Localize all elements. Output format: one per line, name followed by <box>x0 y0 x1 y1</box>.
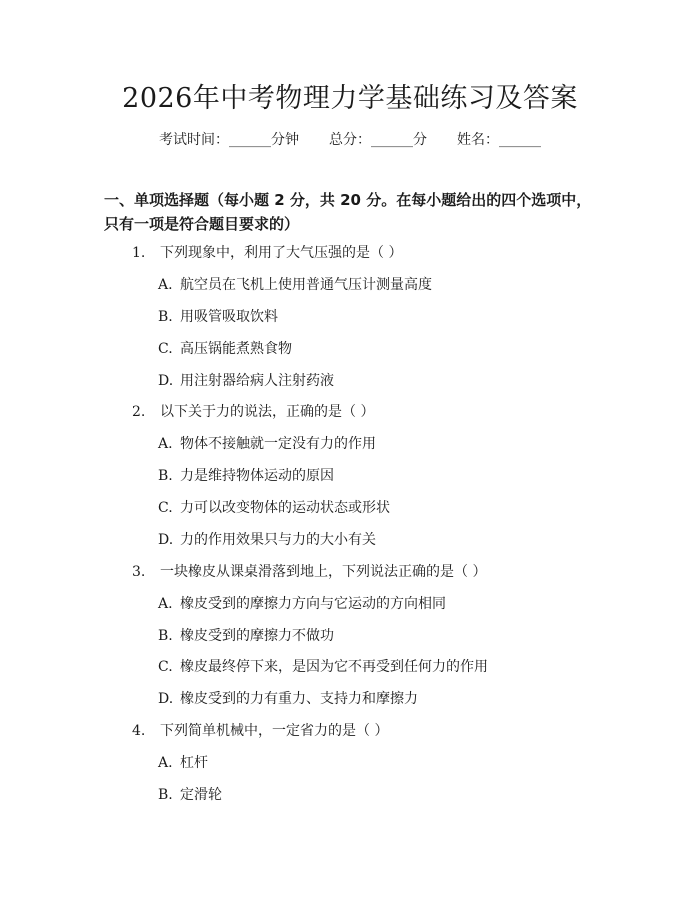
option-text: 定滑轮 <box>180 787 222 803</box>
question-2-option-a <box>158 434 376 454</box>
student-name: 姓名：______ <box>457 132 541 148</box>
question-number: 3. <box>132 564 146 580</box>
exam-time: 考试时间：______分钟 <box>159 132 299 148</box>
question-1-option-c <box>158 339 292 359</box>
option-text: 力的作用效果只与力的大小有关 <box>180 532 376 548</box>
option-text: 物体不接触就一定没有力的作用 <box>180 436 376 452</box>
question-text: 一块橡皮从课桌滑落到地上，下列说法正确的是（ ） <box>160 564 487 580</box>
option-letter: D. <box>158 691 174 707</box>
question-1-option-b <box>158 307 278 327</box>
question-1-option-a <box>158 275 432 295</box>
option-letter: C. <box>158 500 173 516</box>
question-3-option-a <box>158 594 446 614</box>
option-letter: C. <box>158 341 173 357</box>
option-letter: B. <box>158 787 173 803</box>
option-letter: D. <box>158 373 174 389</box>
question-2-option-d <box>158 530 376 550</box>
question-text: 以下关于力的说法，正确的是（ ） <box>160 404 375 420</box>
question-number: 1. <box>132 245 146 261</box>
question-1 <box>132 243 402 263</box>
exam-score: 总分：______分 <box>329 132 427 148</box>
question-number: 4. <box>132 723 146 739</box>
question-1-option-d <box>158 371 334 391</box>
question-3-option-b <box>158 626 334 646</box>
question-4-option-a <box>158 753 208 773</box>
question-2-option-c <box>158 498 390 518</box>
option-letter: A. <box>158 755 173 771</box>
option-text: 力是维持物体运动的原因 <box>180 468 334 484</box>
section-heading: 一、单项选择题（每小题 2 分，共 20 分。在每小题给出的四个选项中，只有一项是符合题目要求的） <box>104 191 592 233</box>
option-text: 高压锅能煮熟食物 <box>180 341 292 357</box>
question-4 <box>132 721 388 741</box>
option-letter: A. <box>158 436 173 452</box>
option-text: 航空员在飞机上使用普通气压计测量高度 <box>180 277 432 293</box>
question-text: 下列现象中，利用了大气压强的是（ ） <box>160 245 403 261</box>
question-3-option-d <box>158 689 418 709</box>
question-text: 下列简单机械中，一定省力的是（ ） <box>160 723 389 739</box>
option-letter: B. <box>158 309 173 325</box>
option-letter: D. <box>158 532 174 548</box>
option-letter: C. <box>158 659 173 675</box>
option-text: 橡皮最终停下来，是因为它不再受到任何力的作用 <box>180 659 488 675</box>
option-text: 橡皮受到的摩擦力不做功 <box>180 628 334 644</box>
question-number: 2. <box>132 404 146 420</box>
page-title: 2026年中考物理力学基础练习及答案 <box>122 83 578 114</box>
question-4-option-b <box>158 785 222 805</box>
question-3 <box>132 562 486 582</box>
option-text: 用注射器给病人注射药液 <box>180 373 334 389</box>
option-text: 用吸管吸取饮料 <box>180 309 278 325</box>
option-text: 力可以改变物体的运动状态或形状 <box>180 500 390 516</box>
option-letter: A. <box>158 596 173 612</box>
option-letter: B. <box>158 628 173 644</box>
option-letter: A. <box>158 277 173 293</box>
option-letter: B. <box>158 468 173 484</box>
option-text: 杠杆 <box>180 755 208 771</box>
question-3-option-c <box>158 657 488 677</box>
option-text: 橡皮受到的力有重力、支持力和摩擦力 <box>180 691 418 707</box>
question-2-option-b <box>158 466 334 486</box>
question-2 <box>132 402 374 422</box>
exam-meta <box>0 130 700 150</box>
option-text: 橡皮受到的摩擦力方向与它运动的方向相同 <box>180 596 446 612</box>
